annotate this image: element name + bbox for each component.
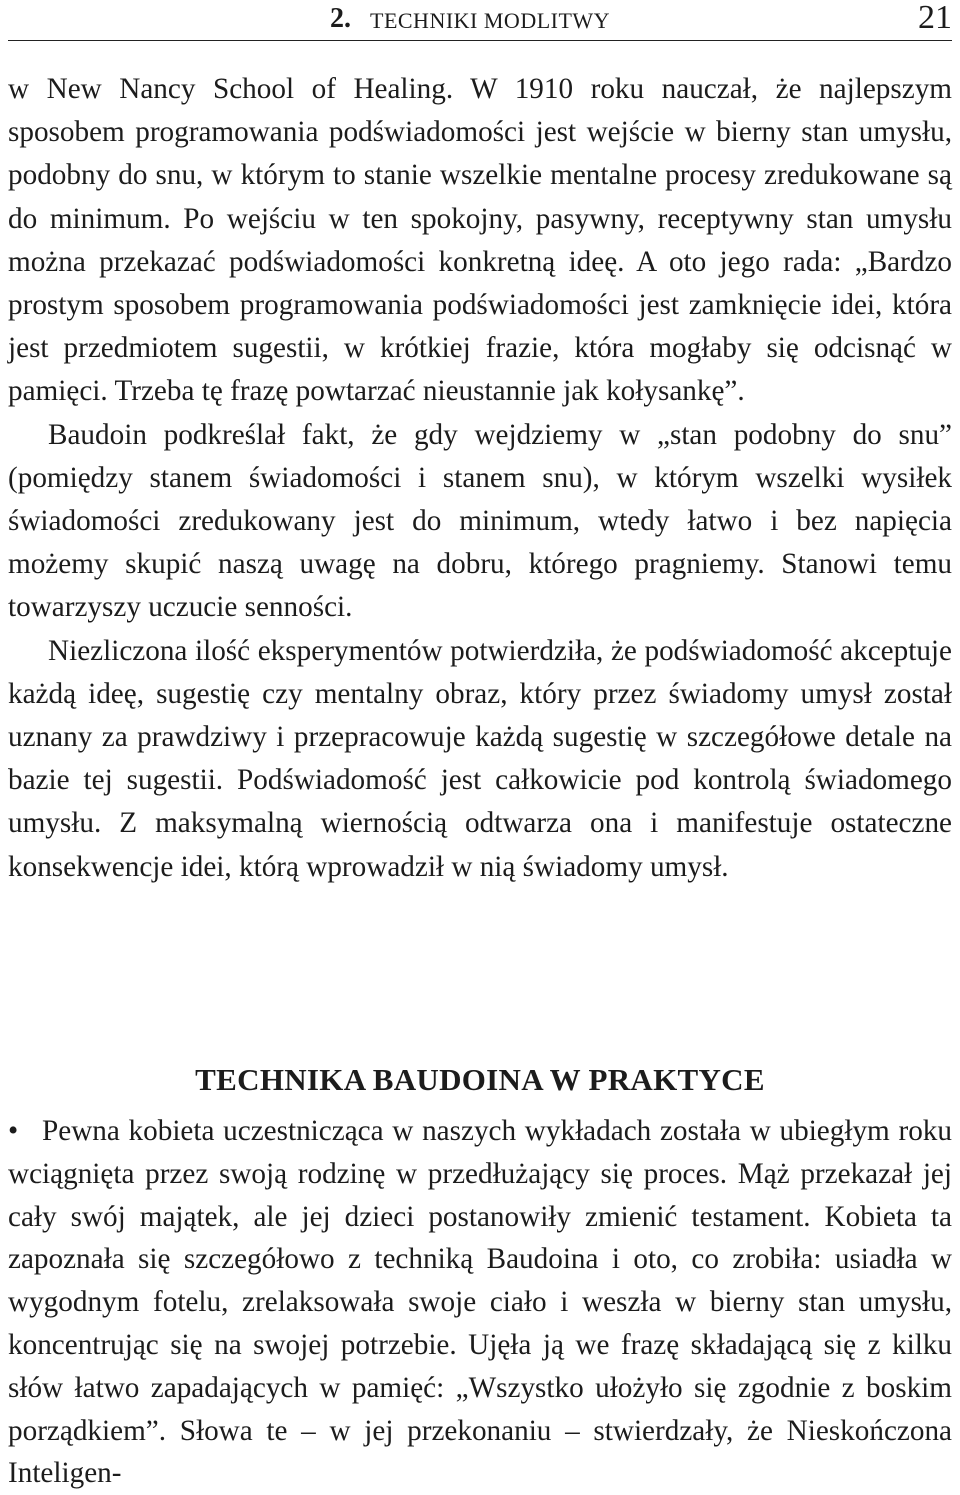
page-number: 21 [918,0,952,36]
paragraph-3: Niezliczona ilość eksperymentów potwierdziła, że podświadomość akceptuje każdą ideę, sugestię czy mentalny obraz, który przez świadomy umysł został uznany za prawdziwy i przepracowuje każdą sugestię w szczegółowe detale na bazie tej sugestii. Podświadomość jest całkowicie pod kontrolą świadomego umysłu. Z maksymalną wiernością odtwarza ona i manifestuje ostateczne konsekwencje idei, którą wprowadził w nią świadomy umysł. [8,634,952,883]
bullet-paragraph [8,1110,952,1495]
paragraph-1: w New Nancy School of Healing. W 1910 roku nauczał, że najlepszym sposobem programowania podświadomości jest wejście w bierny stan umysłu, podobny do snu, w którym to stanie wszelkie mentalne procesy zredukowane są do minimum. Po wejściu w ten spokojny, pasywny, receptywny stan umysłu można przekazać podświadomości konkretną ideę. A oto jego rada: „Bardzo prostym sposobem programowania podświadomości jest zamknięcie idei, która jest przedmiotem sugestii, w krótkiej frazie, która mogłaby się odcisnąć w pamięci. Trzeba tę frazę powtarzać nieustannie jak kołysankę”. [8,73,952,408]
paragraph-2: Baudoin podkreślał fakt, że gdy wejdziemy w „stan podobny do snu” (pomiędzy stanem świadomości i stanem snu), w którym wszelki wysiłek świadomości zredukowany jest do minimum, wtedy łatwo i bez napięcia możemy skupić naszą uwagę na dobru, którego pragniemy. Stanowi temu towarzyszy uczucie senności. [8,418,952,624]
running-header [8,0,952,41]
bullet-icon: • [8,1115,19,1147]
chapter-number: 2. [330,3,351,34]
chapter-title: TECHNIKI MODLITWY [370,8,611,33]
section-heading: TECHNIKA BAUDOINA W PRAKTYCE [195,1062,765,1097]
body-text [8,68,952,889]
bullet-text: Pewna kobieta uczestnicząca w naszych wykładach została w ubiegłym roku wciągnięta przez swoją rodzinę w przedłużający się proces. Mąż przekazał jej cały swój majątek, ale jej dzieci postanowiły zmienić testament. Kobieta ta zapoznała się szczegółowo z techniką Baudoina i oto, co zrobiła: usiadła w wygodnym fotelu, zrelaksowała swoje ciało i weszła w bierny stan umysłu, koncentrując się na swojej potrzebie. Ujęła ją we frazę składającą się z kilku słów łatwo zapadających w pamięć: „Wszystko ułożyło się zgodnie z boskim porządkiem”. Słowa te – w jej przekonaniu – stwierdzały, że Nieskończona Inteligen- [8,1115,952,1490]
